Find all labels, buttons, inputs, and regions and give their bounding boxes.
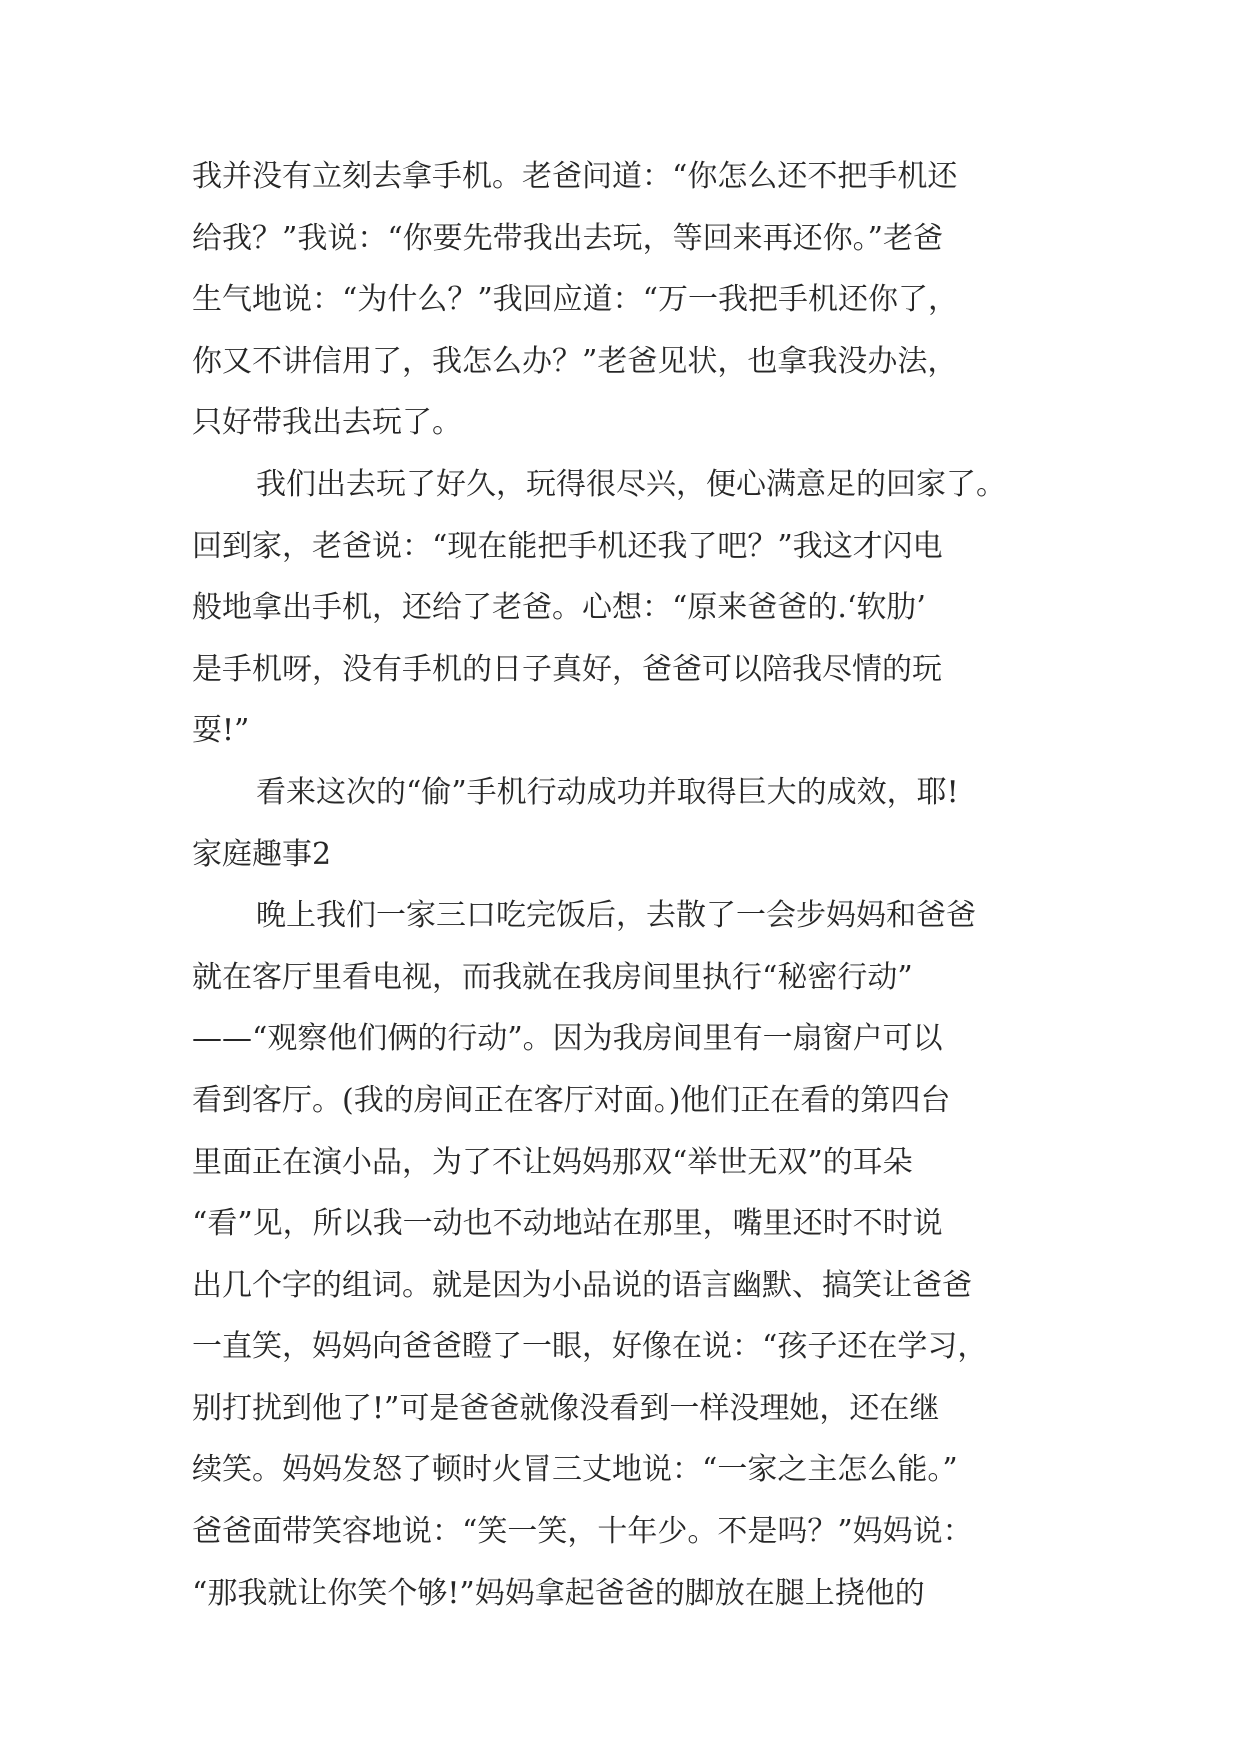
text-line: “看”见，所以我一动也不动地站在那里，嘴里还时不时说	[192, 1206, 943, 1242]
text-line: 出几个字的组词。就是因为小品说的语言幽默、搞笑让爸爸	[192, 1267, 972, 1303]
section-heading: 家庭趣事2	[192, 836, 332, 872]
text-line: 我们出去玩了好久，玩得很尽兴，便心满意足的回家了。	[256, 466, 1006, 502]
text-line: 我并没有立刻去拿手机。老爸问道：“你怎么还不把手机还	[192, 159, 958, 194]
text-line: 里面正在演小品，为了不让妈妈那双“举世无双”的耳朵	[192, 1144, 913, 1180]
document-body	[192, 146, 1092, 1624]
text-line: 你又不讲信用了，我怎么办？”老爸见状，也拿我没办法，	[192, 343, 958, 379]
text-line: 就在客厅里看电视，而我就在我房间里执行“秘密行动”	[192, 959, 913, 995]
text-line: 爸爸面带笑容地说：“笑一笑，十年少。不是吗？”妈妈说：	[192, 1514, 973, 1550]
text-line: 般地拿出手机，还给了老爸。心想：“原来爸爸的.‘软肋’	[192, 590, 926, 626]
text-line: 生气地说：“为什么？”我回应道：“万一我把手机还你了，	[192, 282, 959, 318]
text-line: 只好带我出去玩了。	[192, 405, 462, 441]
text-line: 看来这次的“偷”手机行动成功并取得巨大的成效，耶!	[256, 774, 959, 810]
text-line: 一直笑，妈妈向爸爸瞪了一眼，好像在说：“孩子还在学习，	[192, 1329, 988, 1365]
text-line: 是手机呀，没有手机的日子真好，爸爸可以陪我尽情的玩	[192, 651, 942, 687]
text-line: “那我就让你笑个够!”妈妈拿起爸爸的脚放在腿上挠他的	[192, 1575, 925, 1611]
text-line: ——“观察他们俩的行动”。因为我房间里有一扇窗户可以	[192, 1021, 943, 1057]
text-line: 续笑。妈妈发怒了顿时火冒三丈地说：“一家之主怎么能。”	[192, 1452, 958, 1488]
text-line: 别打扰到他了!”可是爸爸就像没看到一样没理她，还在继	[192, 1390, 940, 1426]
text-line: 给我？”我说：“你要先带我出去玩，等回来再还你。”老爸	[192, 220, 944, 256]
text-line: 耍!”	[192, 713, 250, 749]
text-line: 晚上我们一家三口吃完饭后，去散了一会步妈妈和爸爸	[256, 898, 976, 934]
text-line: 回到家，老爸说：“现在能把手机还我了吧？”我这才闪电	[192, 528, 943, 564]
text-line: 看到客厅。(我的房间正在客厅对面。)他们正在看的第四台	[192, 1082, 951, 1118]
